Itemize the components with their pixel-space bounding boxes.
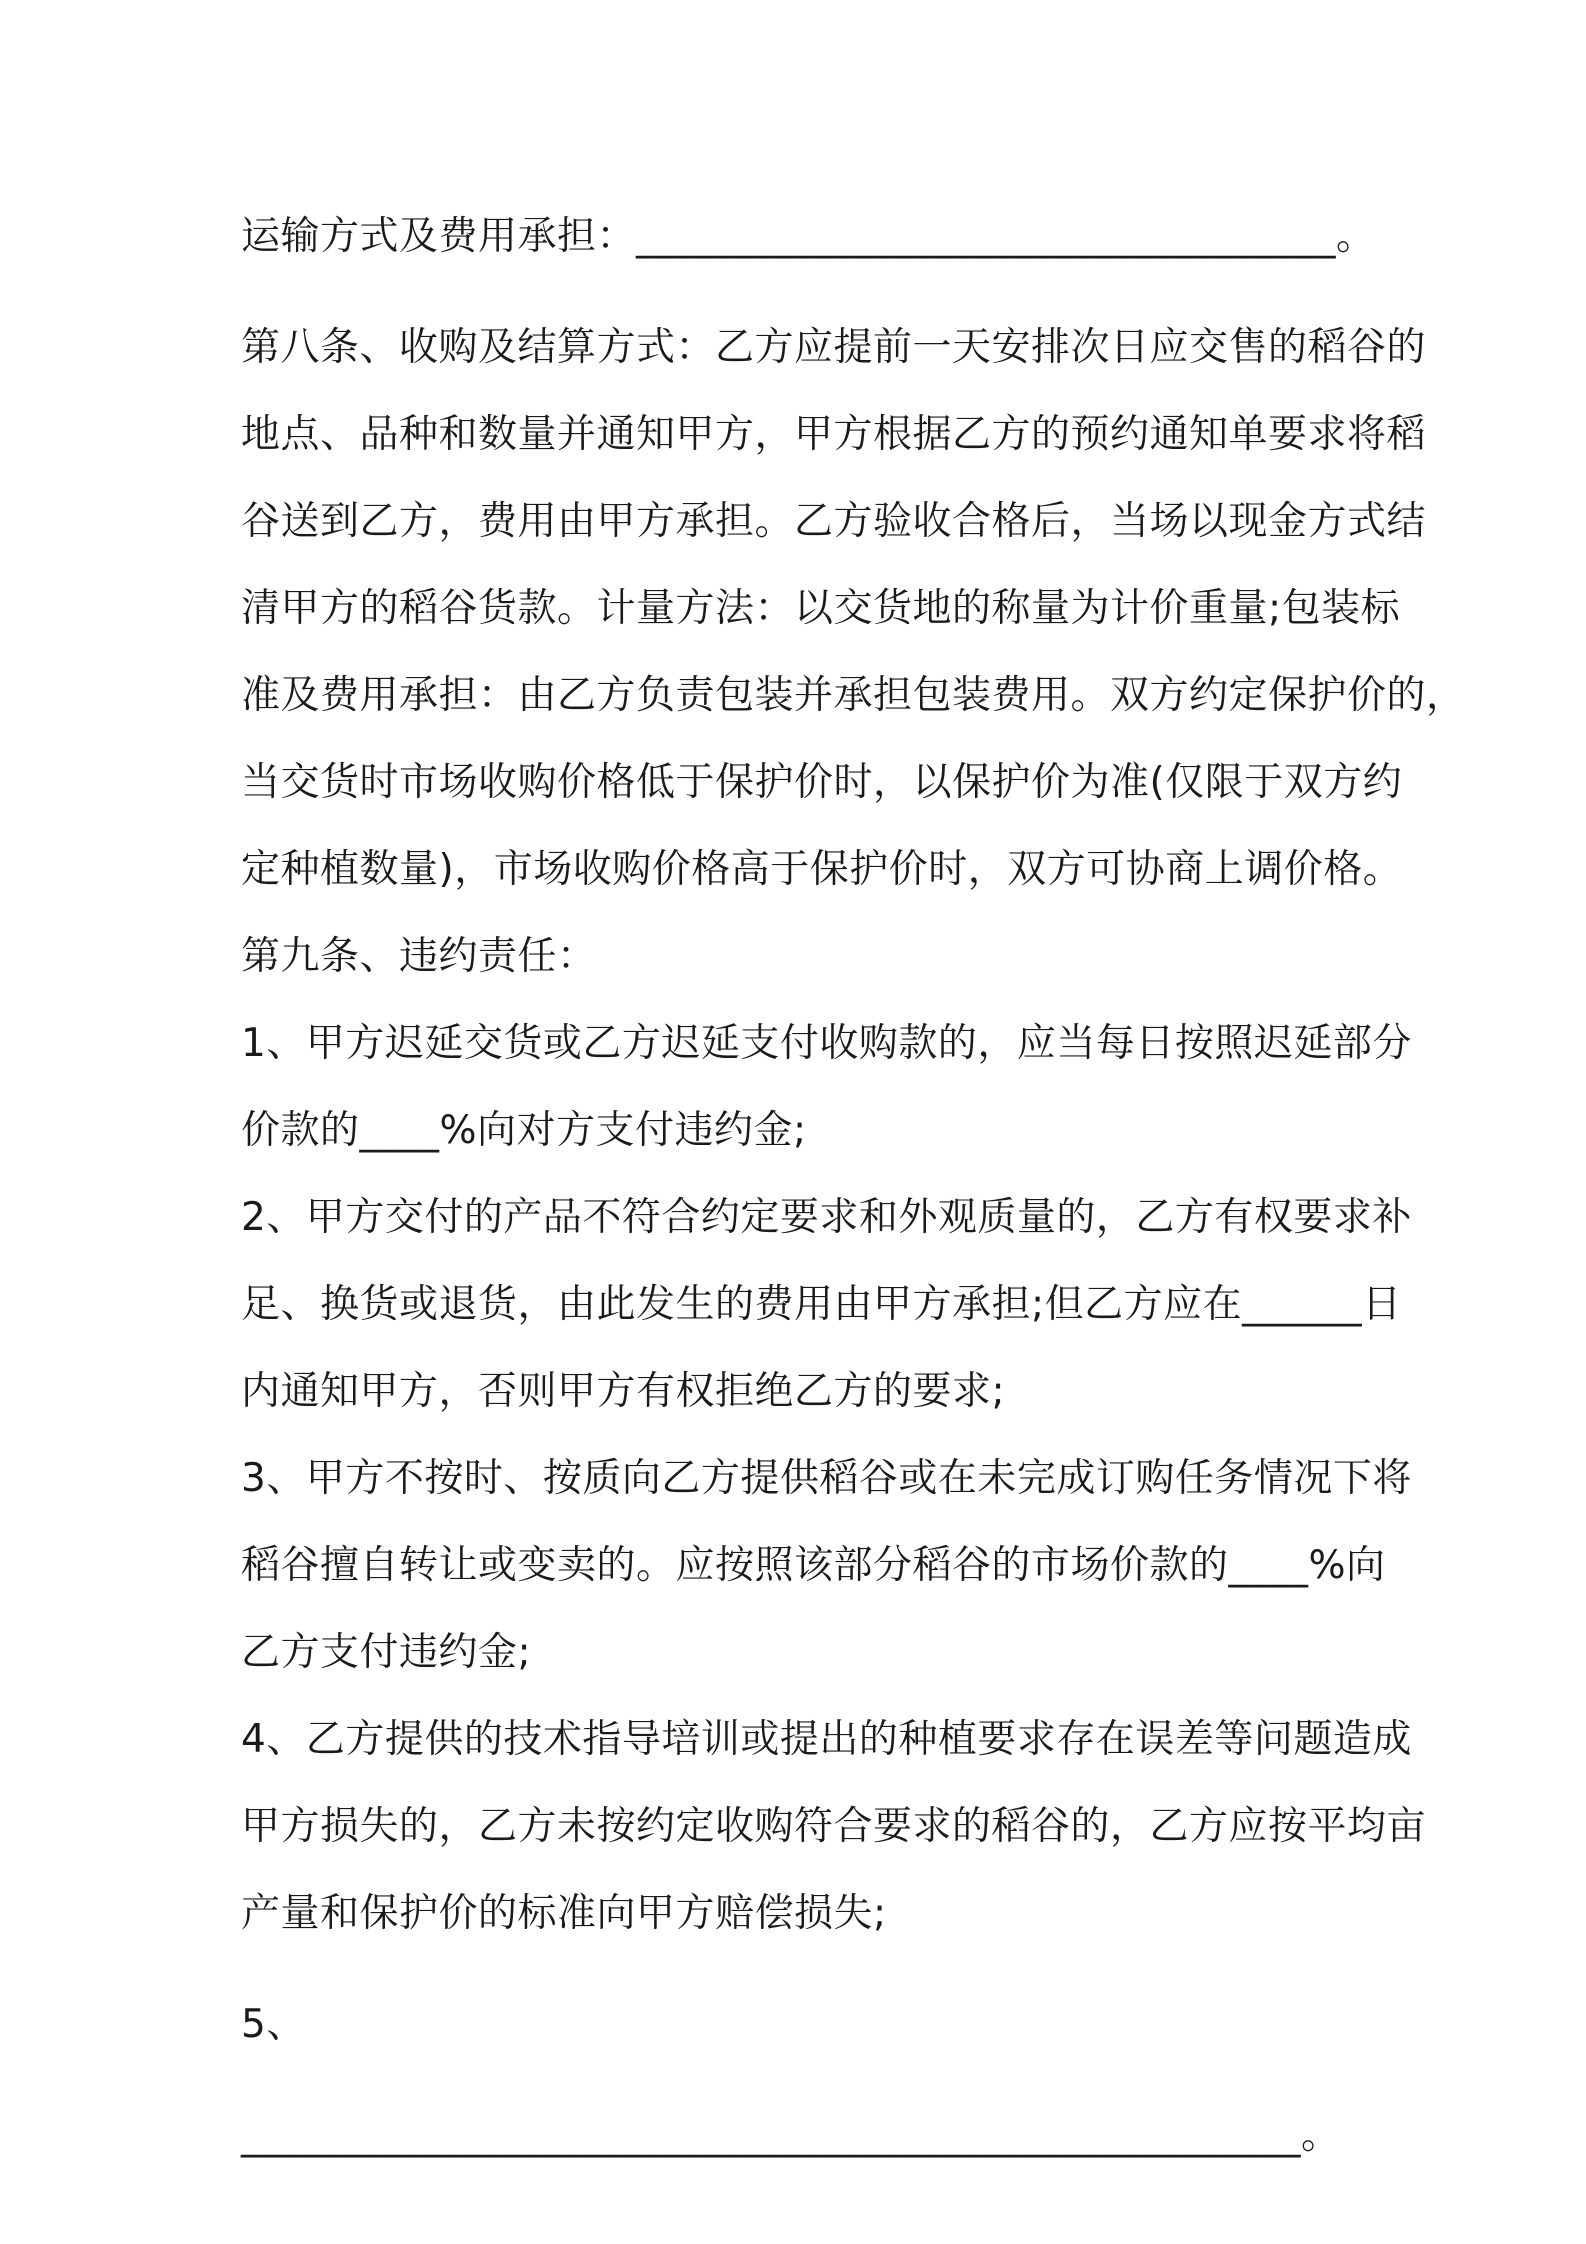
article-8-line: 第八条、收购及结算方式：乙方应提前一天安排次日应交售的稻谷的 bbox=[241, 325, 1427, 370]
article-9-heading: 第九条、违约责任： bbox=[241, 934, 597, 979]
document-body bbox=[241, 193, 1466, 2179]
article-8-line: 准及费用承担：由乙方负责包装并承担包装费用。双方约定保护价的， bbox=[241, 673, 1466, 718]
clause-line: 4、乙方提供的技术指导培训或提出的种植要求存在误差等问题造成 bbox=[241, 1717, 1412, 1762]
clause-line: 3、甲方不按时、按质向乙方提供稻谷或在未完成订购任务情况下将 bbox=[241, 1456, 1412, 1501]
clause-line: 2、甲方交付的产品不符合约定要求和外观质量的，乙方有权要求补 bbox=[241, 1195, 1412, 1240]
clause-line: 价款的____%向对方支付违约金; bbox=[241, 1108, 807, 1153]
transport-cost-line: 运输方式及费用承担：___________________________________。 bbox=[241, 214, 1376, 259]
paragraph-gap bbox=[241, 280, 1361, 304]
article-8-line: 当交货时市场收购价格低于保护价时，以保护价为准(仅限于双方约 bbox=[241, 760, 1403, 805]
paragraph-gap bbox=[241, 2068, 1361, 2092]
clause-line: 足、换货或退货，由此发生的费用由甲方承担;但乙方应在______日 bbox=[241, 1282, 1402, 1327]
article-8-line: 地点、品种和数量并通知甲方，甲方根据乙方的预约通知单要求将稻 bbox=[241, 412, 1427, 457]
article-8-line: 清甲方的稻谷货款。计量方法：以交货地的称量为计价重量;包装标 bbox=[241, 586, 1401, 631]
clause-line: 5、 bbox=[241, 2002, 306, 2047]
article-9 bbox=[241, 913, 1427, 2179]
clause-line: 内通知甲方，否则甲方有权拒绝乙方的要求; bbox=[241, 1369, 1006, 1414]
article-8-line: 谷送到乙方，费用由甲方承担。乙方验收合格后，当场以现金方式结 bbox=[241, 499, 1427, 544]
article-8 bbox=[241, 304, 1466, 913]
clause-4 bbox=[241, 1696, 1427, 1957]
clause-5 bbox=[241, 1981, 1361, 2179]
clause-2 bbox=[241, 1174, 1412, 1435]
clause-3 bbox=[241, 1435, 1412, 1696]
clause-line: 乙方支付违约金; bbox=[241, 1630, 532, 1675]
clause-line: 1、甲方迟延交货或乙方迟延支付收购款的，应当每日按照迟延部分 bbox=[241, 1021, 1412, 1066]
paragraph-gap bbox=[241, 1957, 1361, 1981]
clause-line: 产量和保护价的标准向甲方赔偿损失; bbox=[241, 1891, 887, 1936]
article-8-line: 定种植数量)，市场收购价格高于保护价时，双方可协商上调价格。 bbox=[241, 847, 1403, 892]
clause-1 bbox=[241, 1000, 1412, 1174]
clause-line: 稻谷擅自转让或变卖的。应按照该部分稻谷的市场价款的____%向 bbox=[241, 1543, 1386, 1588]
clause-line: 甲方损失的，乙方未按约定收购符合要求的稻谷的，乙方应按平均亩 bbox=[241, 1804, 1427, 1849]
clause-blank-line: _____________________________________________________。 bbox=[241, 2113, 1341, 2158]
